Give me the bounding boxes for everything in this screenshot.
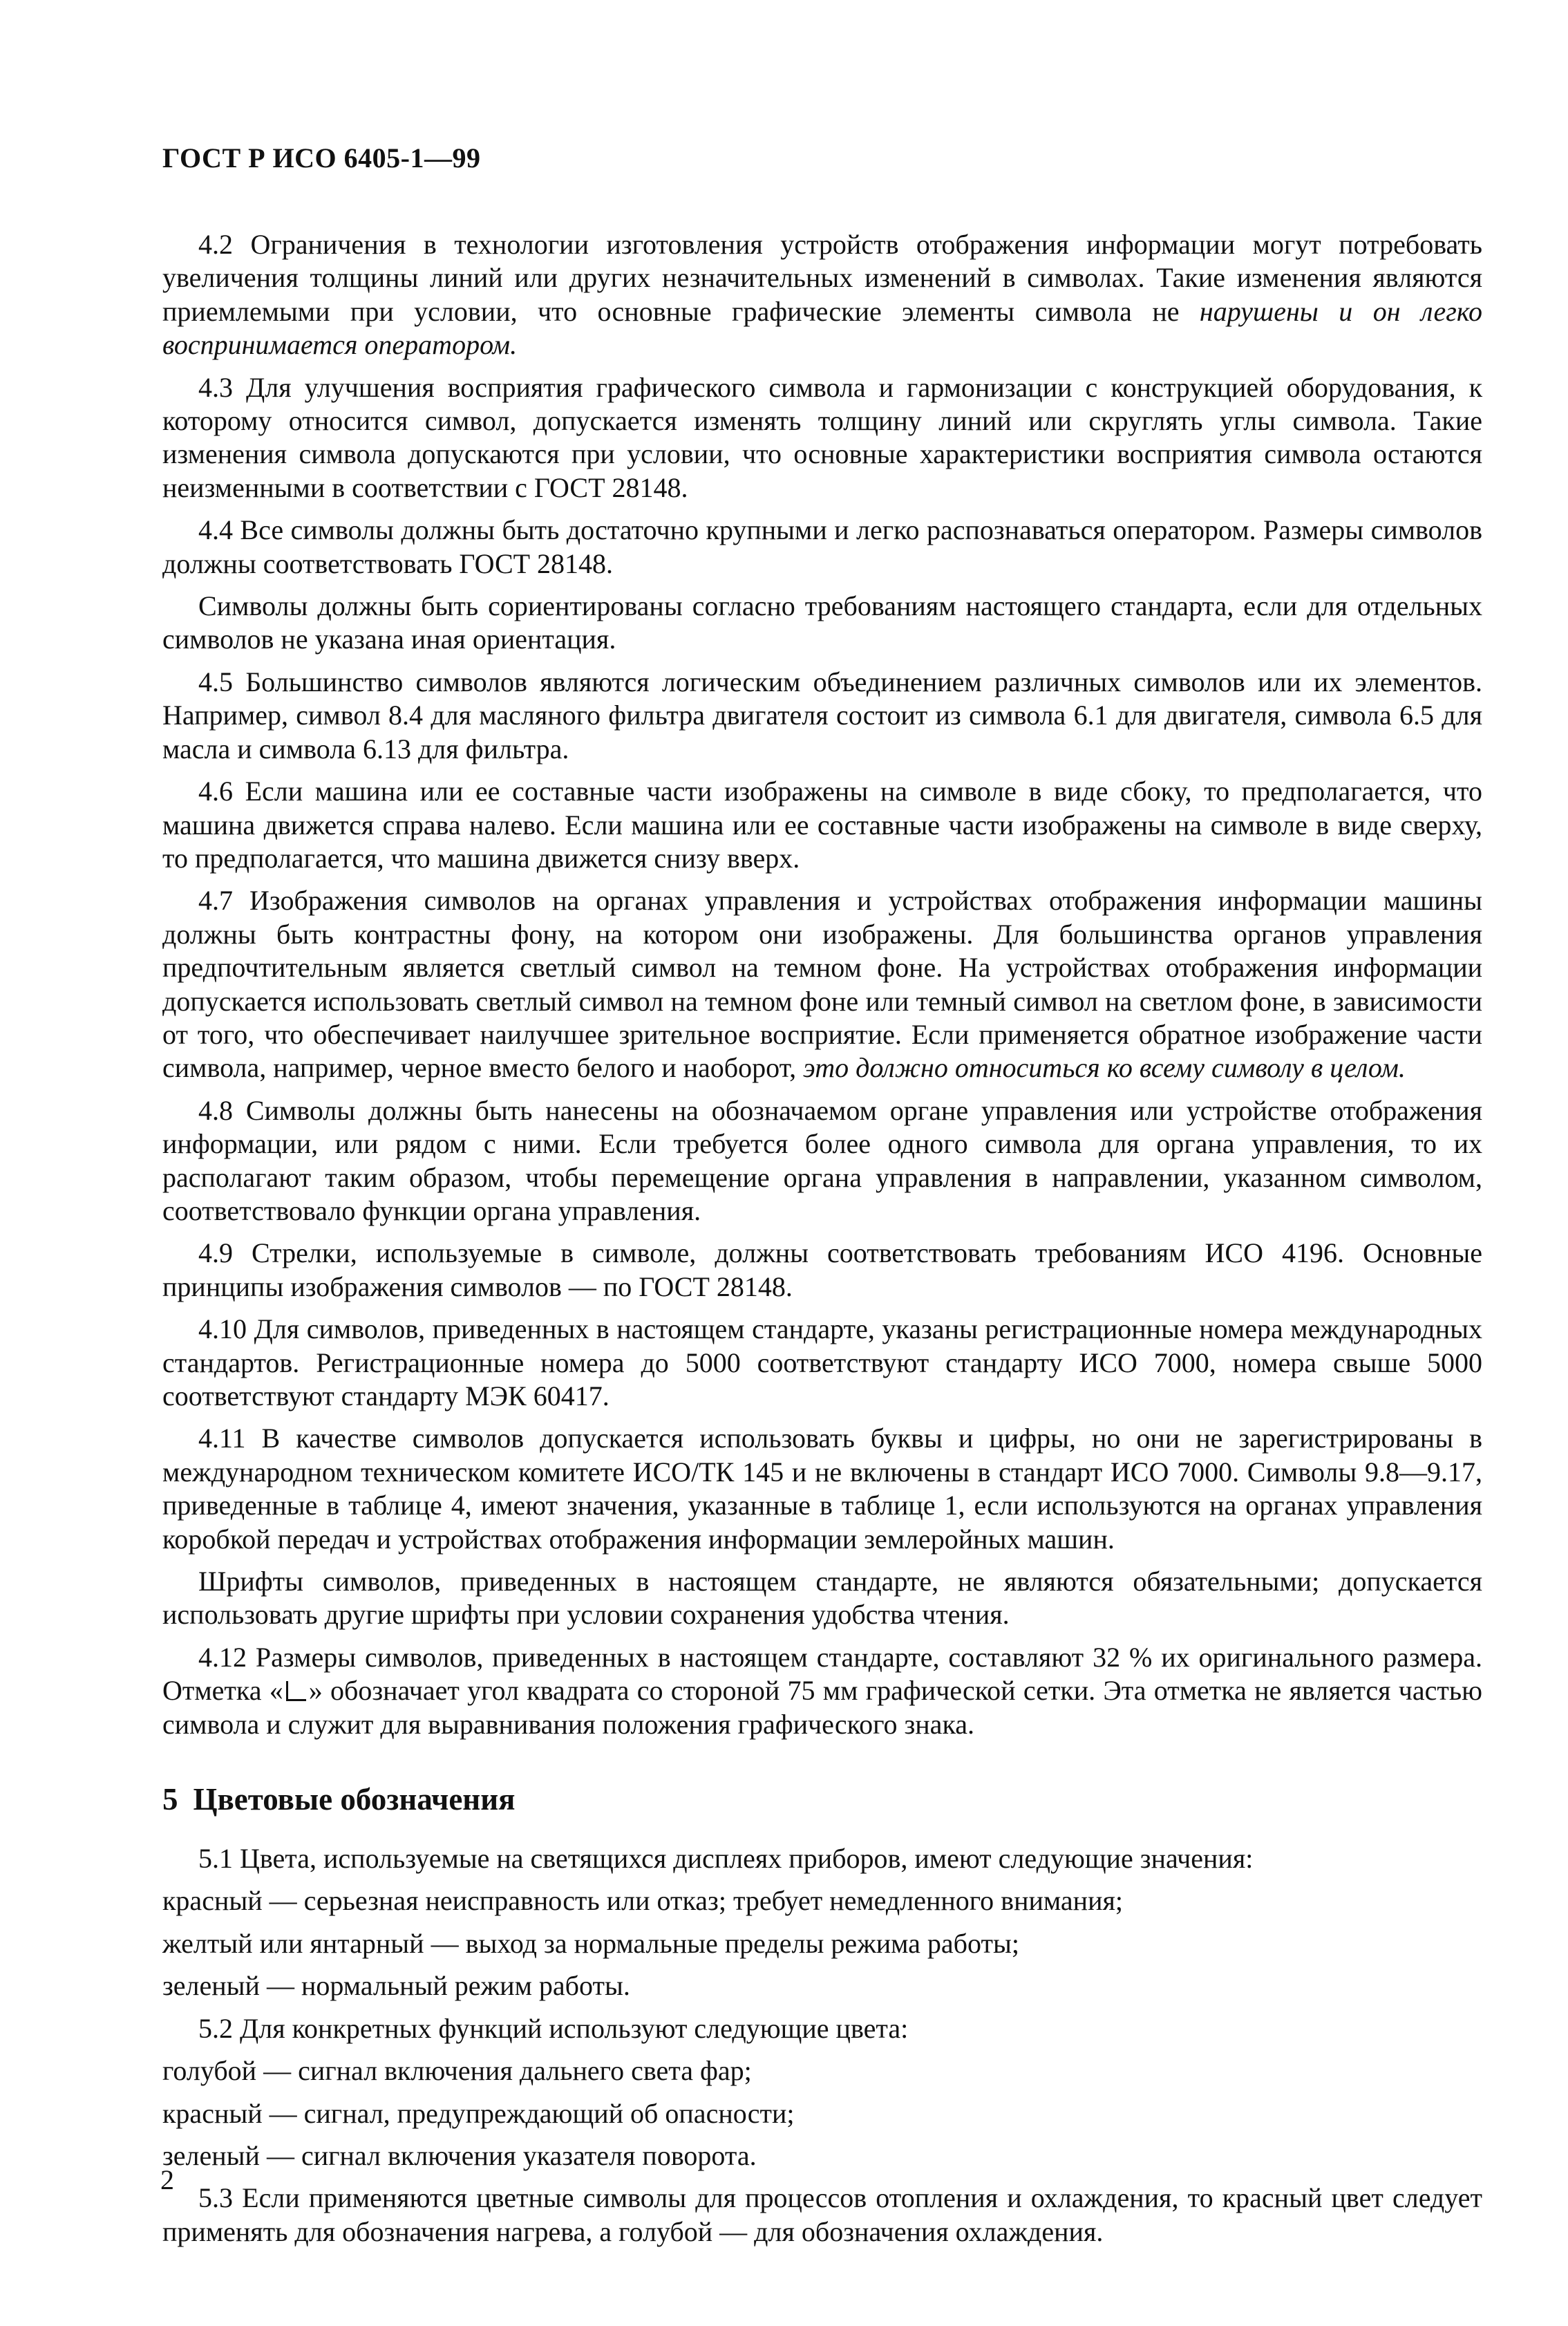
color-item-red: красный — серьезная неисправность или отказ; требует немедленного внимания; bbox=[162, 1885, 1123, 1917]
paragraph-4-8: 4.8 Символы должны быть нанесены на обозначаемом органе управления или устройстве отображения информации, или рядом с ними. Если требуется более одного символа для органа управления, то их располагают таким образом, чтобы перемещение органа управления в направлении, указанном символом, соответствовало функции органа управления. bbox=[162, 1094, 1482, 1226]
paragraph-4-7 bbox=[162, 884, 1482, 1085]
color-item-green: зеленый — нормальный режим работы. bbox=[162, 1970, 630, 2002]
paragraph-4-12 bbox=[162, 1641, 1482, 1741]
function-item-blue: голубой — сигнал включения дальнего света фар; bbox=[162, 2055, 752, 2087]
section-5-heading bbox=[162, 1781, 1482, 1817]
paragraph-4-12-text-end: » обозначает угол квадрата со стороной 75 мм графической сетки. Эта отметка не является частью символа и служит для выравнивания положения графического знака. bbox=[162, 1675, 1482, 1740]
paragraph-4-11: 4.11 В качестве символов допускается использовать буквы и цифры, но они не зарегистрированы в международном техническом комитете ИСО/ТК 145 и не включены в стандарт ИСО 7000. Символы 9.8—9.17, приведенные в таблице 4, имеют значения, указанные в таблице 1, если используются на органах управления коробкой передач и устройствах отображения информации землеройных машин. bbox=[162, 1423, 1482, 1555]
paragraph-5-1: 5.1 Цвета, используемые на светящихся дисплеях приборов, имеют следующие значения: bbox=[198, 1843, 1254, 1875]
document-page bbox=[162, 142, 1482, 2258]
paragraph-4-10: 4.10 Для символов, приведенных в настоящем стандарте, указаны регистрационные номера международных стандартов. Регистрационные номера до 5000 соответствуют стандарту ИСО 7000, номера свыше 5000 соответствуют стандарту МЭК 60417. bbox=[162, 1313, 1482, 1411]
document-code-header: ГОСТ Р ИСО 6405-1—99 bbox=[162, 142, 481, 173]
paragraph-4-6: 4.6 Если машина или ее составные части изображены на символе в виде сбоку, то предполагается, что машина движется справа налево. Если машина или ее составные части изображены на символе в виде сверху, то предполагается, что машина движется снизу вверх. bbox=[162, 776, 1482, 874]
paragraph-4-5: 4.5 Большинство символов являются логическим объединением различных символов или их элементов. Например, символ 8.4 для масляного фильтра двигателя состоит из символа 6.1 для двигателя, символа 6.5 для масла и символа 6.13 для фильтра. bbox=[162, 666, 1482, 765]
paragraph-4-2-italic: нарушены и он легко воспринимается оператором. bbox=[162, 295, 1483, 361]
function-item-green: зеленый — сигнал включения указателя поворота. bbox=[162, 2139, 757, 2171]
color-item-yellow: желтый или янтарный — выход за нормальные пределы режима работы; bbox=[162, 1927, 1019, 1959]
section-5-text bbox=[162, 1842, 1482, 2249]
paragraph-4-11-fonts: Шрифты символов, приведенных в настоящем стандарте, не являются обязательными; допускается использовать другие шрифты при условии сохранения удобства чтения. bbox=[162, 1566, 1482, 1631]
paragraph-4-2 bbox=[162, 228, 1482, 362]
paragraph-4-3: 4.3 Для улучшения восприятия графического символа и гармонизации с конструкцией оборудования, к которому относится символ, допускается изменять толщину линий или скруглять углы символа. Такие изменения символа допускаются при условии, что основные характеристики восприятия символа остаются неизменными в соответствии с ГОСТ 28148. bbox=[162, 371, 1482, 503]
paragraph-4-4: 4.4 Все символы должны быть достаточно крупными и легко распознаваться оператором. Размеры символов должны соответствовать ГОСТ 28148. bbox=[162, 514, 1482, 579]
paragraph-5-3: 5.3 Если применяются цветные символы для процессов отопления и охлаждения, то красный цвет следует применять для обозначения нагрева, а голубой — для обозначения охлаждения. bbox=[162, 2182, 1482, 2247]
paragraph-4-7-text: 4.7 Изображения символов на органах управления и устройствах отображения информации машины должны быть контрастны фону, на котором они изображены. Для большинства органов управления предпочтительным является светлый символ на темном фоне. На устройствах отображения информации допускается использовать светлый символ на темном фоне или темный символ на светлом фоне, в зависимости от того, что обеспечивает наилучшее зрительное восприятие. Если применяется обратное изображение части символа, например, черное вместо белого и наоборот, bbox=[162, 885, 1482, 1084]
paragraph-5-2: 5.2 Для конкретных функций используют следующие цвета: bbox=[198, 2012, 909, 2044]
page-number: 2 bbox=[160, 2164, 174, 2195]
section-5-title: Цветовые обозначения bbox=[193, 1782, 516, 1817]
paragraph-4-4-orientation: Символы должны быть сориентированы согласно требованиям настоящего стандарта, если для отдельных символов не указана иная ориентация. bbox=[162, 590, 1482, 655]
paragraph-4-9: 4.9 Стрелки, используемые в символе, должны соответствовать требованиям ИСО 4196. Основные принципы изображения символов — по ГОСТ 28148. bbox=[162, 1237, 1482, 1302]
section-5-number: 5 bbox=[162, 1782, 178, 1817]
paragraph-4-12-text-start: 4.12 Размеры символов, приведенных в настоящем стандарте, составляют 32 % их оригинального размера. Отметка « bbox=[162, 1641, 1482, 1707]
paragraph-4-2-text: 4.2 Ограничения в технологии изготовления устройств отображения информации могут потребовать увеличения толщины линий или других незначительных изменений в символах. Такие изменения являются приемлемыми при условии, что основные графические элементы символа не bbox=[162, 229, 1482, 327]
section-4-text bbox=[162, 228, 1482, 1741]
paragraph-4-7-italic: это должно относиться ко всему символу в целом. bbox=[803, 1052, 1406, 1084]
function-item-red: красный — сигнал, предупреждающий об опасности; bbox=[162, 2097, 795, 2129]
grid-corner-mark-icon bbox=[286, 1681, 306, 1701]
